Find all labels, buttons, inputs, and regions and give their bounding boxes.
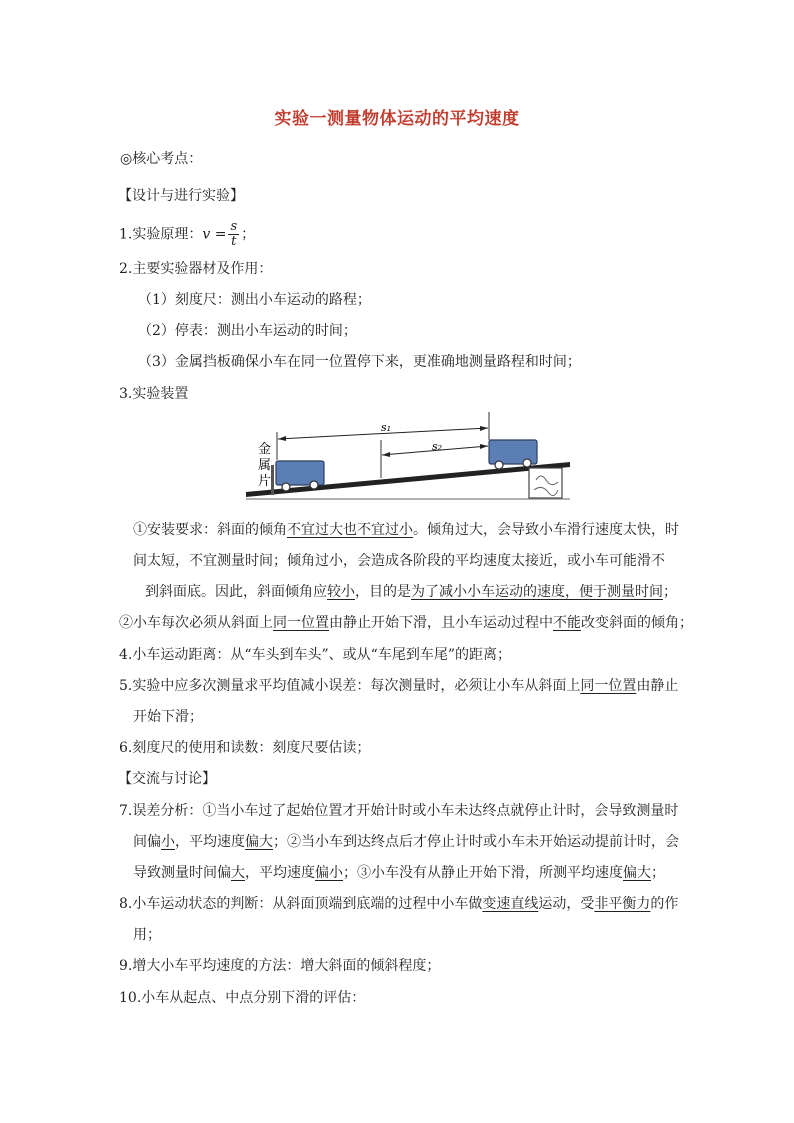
- error-analysis-3b: 大: [231, 865, 245, 881]
- cart-bottom-wheel-1: [282, 483, 290, 491]
- increase-speed-line: 9.增大小车平均速度的方法：增大斜面的倾斜程度；: [119, 958, 441, 974]
- same-position-c: 由静止开始下滑，且小车运动过程中: [329, 615, 553, 631]
- error-analysis-3f: 偏大: [623, 865, 651, 881]
- error-analysis-line-1: 7.误差分析：①当小车过了起始位置才开始计时或小车未达终点就停止计时，会导致测量时: [119, 803, 679, 819]
- install-req-3d: 为了减小小车运动的速度，便于测量时间: [411, 584, 663, 600]
- motion-state-b: 变速直线: [482, 896, 539, 912]
- motion-state-d: 非平衡力: [594, 896, 651, 912]
- cart-bottom-wheel-2: [310, 481, 318, 489]
- error-analysis-2a: 间偏: [133, 834, 161, 850]
- motion-state-line-1: [119, 894, 678, 914]
- cart-top-wheel-2: [523, 459, 531, 467]
- error-analysis-2e: ；②当小车到达终点后才停止计时或小车未开始运动提前计时，会: [273, 834, 679, 850]
- cart-top-wheel-1: [495, 461, 503, 469]
- evaluation-line: 10.小车从起点、中点分别下滑的评估：: [119, 990, 366, 1006]
- metal-plate-label-1: 金: [258, 442, 272, 457]
- install-req-3e: ；: [663, 584, 677, 600]
- error-analysis-3d: 偏小: [315, 865, 343, 881]
- motion-state-a: 8.小车运动状态的判断：从斜面顶端到底端的过程中小车做: [119, 896, 483, 912]
- install-req-3b: 较小: [327, 584, 355, 600]
- error-analysis-line-2: [133, 832, 679, 852]
- motion-state-c: 运动，受: [538, 896, 595, 912]
- metal-plate: [271, 465, 274, 495]
- error-analysis-3g: ；: [651, 865, 665, 881]
- same-position-d: 不能: [553, 615, 581, 631]
- formula-denominator: t: [231, 234, 237, 249]
- error-analysis-2d: 偏大: [245, 834, 273, 850]
- metal-plate-label-3: 片: [258, 474, 272, 489]
- motion-state-line-2: 用；: [133, 927, 161, 943]
- principle-label: 1.实验原理：: [119, 226, 203, 243]
- same-position-a: ②小车每次必须从斜面上: [119, 615, 273, 631]
- install-req-line-2: 间太短，不宜测量时间；倾角过小，会造成各阶段的平均速度太接近，或小车可能滑不: [133, 553, 665, 569]
- metal-plate-label-2: 属: [258, 458, 272, 473]
- error-analysis-3c: ，平均速度: [245, 865, 315, 881]
- multi-measure-c: 由静止: [636, 678, 679, 694]
- equipment-metal-plate: （3）金属挡板确保小车在同一位置停下来，更准确地测量路程和时间；: [138, 354, 581, 370]
- s2-label: s₂: [432, 440, 443, 453]
- install-req-3c: ，目的是: [355, 584, 411, 600]
- same-position-e: 改变斜面的倾角；: [581, 615, 693, 631]
- error-analysis-3e: ；③小车没有从静止开始下滑，所测平均速度: [343, 865, 623, 881]
- section-discussion-heading: 【交流与讨论】: [118, 771, 216, 787]
- install-req-line-1: [133, 520, 679, 540]
- equipment-stopwatch: （2）停表：测出小车运动的时间；: [138, 323, 357, 339]
- error-analysis-2c: ，平均速度: [175, 834, 245, 850]
- install-req-line-3: [145, 582, 677, 602]
- apparatus-heading: 3.实验装置: [119, 386, 189, 402]
- equipment-ruler: （1）刻度尺：测出小车运动的路程；: [138, 292, 371, 308]
- multi-measure-line-2: 开始下滑；: [133, 709, 203, 725]
- multi-measure-a: 5.实验中应多次测量求平均值减小误差：每次测量时，必须让小车从斜面上: [119, 678, 581, 694]
- install-req-1c: 。倾角过大，会导致小车滑行速度太快，时: [413, 522, 679, 538]
- same-position-line: [119, 613, 693, 633]
- section-design-heading: 【设计与进行实验】: [118, 188, 244, 204]
- page-title: 实验一测量物体运动的平均速度: [274, 109, 520, 129]
- same-position-b: 同一位置: [273, 615, 329, 631]
- install-req-1a: ①安装要求：斜面的倾角: [133, 522, 287, 538]
- multi-measure-b: 同一位置: [580, 678, 637, 694]
- incline-apparatus-figure: [244, 410, 574, 505]
- install-req-3a: 到斜面底。因此，斜面倾角应: [145, 584, 327, 600]
- distance-line: 4.小车运动距离：从“车头到车头”、或从“车尾到车尾”的距离；: [119, 647, 511, 663]
- formula-fraction: [228, 220, 239, 249]
- motion-state-e: 的作: [650, 896, 679, 912]
- formula-numerator: s: [230, 219, 238, 234]
- core-points-heading: ◎核心考点：: [120, 151, 203, 167]
- principle-line: [119, 220, 255, 249]
- error-analysis-line-3: [133, 863, 665, 883]
- multi-measure-line-1: [119, 676, 678, 696]
- formula-lhs: v =: [202, 226, 227, 243]
- error-analysis-2b: 小: [161, 834, 175, 850]
- ruler-reading-line: 6.刻度尺的使用和读数：刻度尺要估读；: [119, 740, 371, 756]
- principle-end: ；: [241, 226, 256, 243]
- s1-label: s₁: [381, 421, 392, 434]
- equipment-heading: 2.主要实验器材及作用：: [119, 261, 273, 277]
- error-analysis-3a: 导致测量时间偏: [133, 865, 231, 881]
- install-req-1b: 不宜过大也不宜过小: [287, 522, 413, 538]
